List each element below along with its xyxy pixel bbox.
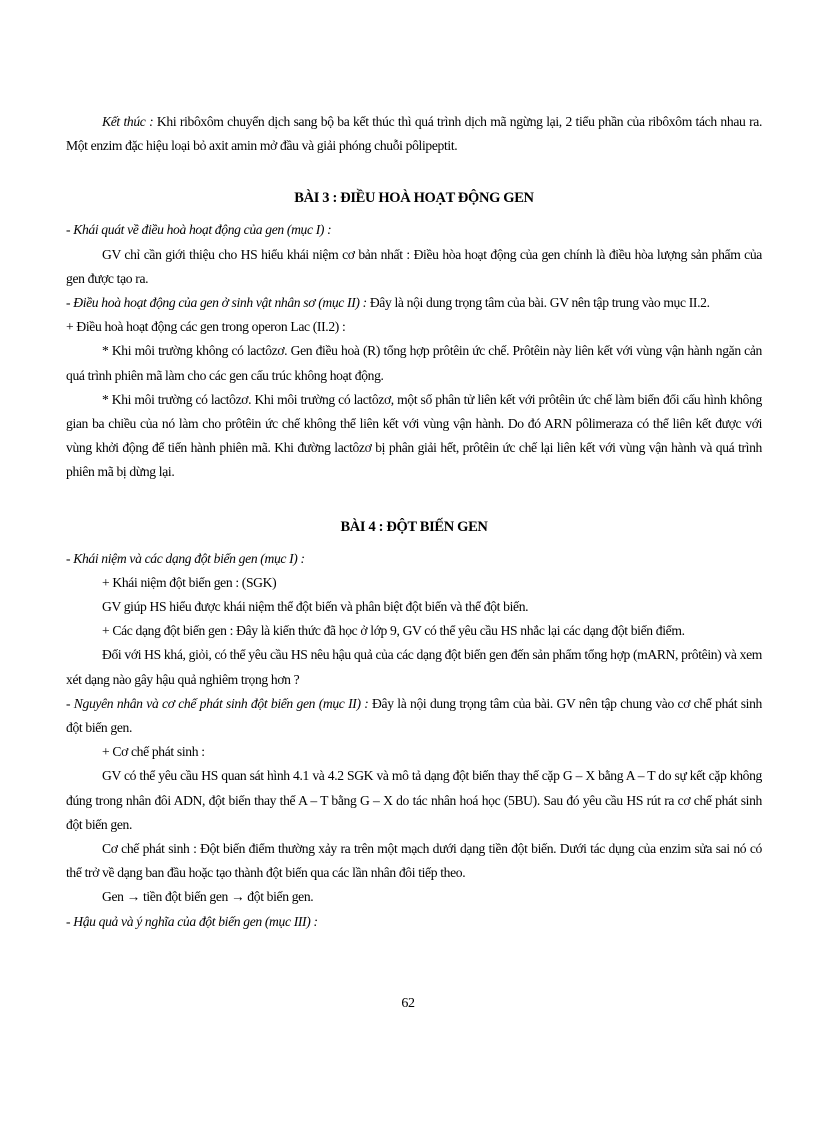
lesson4-paragraph-6: GV có thể yêu cầu HS quan sát hình 4.1 và 4.2 SGK và mô tả dạng đột biến thay thế cặp G – X bằng A – T do sự kết cặp không đúng trong nhân đôi ADN, đột biến thay thế A – T bằng G – X do tác nhân hoá học (5BU). Sau đó yêu cầu HS rút ra cơ chế phát sinh đột biến gen.: [66, 768, 762, 832]
lesson4-heading-3: - Hậu quả và ý nghĩa của đột biến gen (mục III) :: [66, 913, 318, 929]
lesson3-heading-2: - Điều hoà hoạt động của gen ở sinh vật nhân sơ (mục II) :: [66, 295, 367, 311]
lesson3-paragraph-2: + Điều hoà hoạt động các gen trong operon Lac (II.2) :: [66, 319, 346, 335]
lesson4-title: BÀI 4 : ĐỘT BIẾN GEN: [340, 518, 488, 535]
lesson3-paragraph-1: GV chỉ cần giới thiệu cho HS hiểu khái niệm cơ bản nhất : Điều hòa hoạt động của gen chính là điều hòa lượng sản phẩm của gen được tạo ra.: [66, 246, 762, 286]
intro-paragraph: [66, 110, 762, 158]
page-number: 62: [401, 996, 415, 1011]
intro-label: Kết thúc :: [102, 114, 154, 129]
lesson4-heading-2-line: [66, 692, 762, 740]
lesson4-paragraph-2: GV giúp HS hiểu được khái niệm thể đột biến và phân biệt đột biến và thể đột biến.: [102, 599, 529, 615]
lesson3-heading-2-text: Đây là nội dung trọng tâm của bài. GV nên tập trung vào mục II.2.: [366, 295, 710, 311]
lesson4-paragraph-4: Đối với HS khá, giỏi, có thể yêu cầu HS nêu hậu quả của các dạng đột biến gen đến sản phẩm tổng hợp (mARN, prôtêin) và xem xét dạng nào gây hậu quả nghiêm trọng hơn ?: [66, 647, 762, 687]
lesson4-heading-2: - Nguyên nhân và cơ chế phát sinh đột biến gen (mục II) :: [66, 695, 369, 711]
intro-text: Khi ribôxôm chuyển dịch sang bộ ba kết thúc thì quá trình dịch mã ngừng lại, 2 tiểu phần của ribôxôm tách nhau ra. Một enzim đặc hiệu loại bỏ axit amin mở đầu và giải phóng chuỗi pôlipeptit.: [66, 114, 763, 154]
lesson3-heading-2-line: [66, 291, 762, 315]
lesson4-paragraph-5: + Cơ chế phát sinh :: [102, 744, 205, 760]
lesson3-paragraph-4: * Khi môi trường có lactôzơ. Khi môi trường có lactôzơ, một số phân tử liên kết với prôtêin ức chế làm biến đổi cấu hình không gian ba chiều của nó làm cho prôtêin ức chế không thể liên kết với vùng vận hành. Do đó ARN pôlimeraza có thể liên kết được với vùng khởi động để tiến hành phiên mã. Khi đường lactôzơ bị phân giải hết, prôtêin ức chế lại liên kết với vùng vận hành và quá trình phiên mã bị dừng lại.: [66, 391, 762, 480]
lesson4-paragraph-7: Cơ chế phát sinh : Đột biến điểm thường xảy ra trên một mạch dưới dạng tiền đột biến. Dưới tác dụng của enzim sửa sai nó có thể trở về dạng ban đầu hoặc tạo thành đột biến qua các lần nhân đôi tiếp theo.: [66, 841, 762, 881]
lesson3-paragraph-3: * Khi môi trường không có lactôzơ. Gen điều hoà (R) tổng hợp prôtêin ức chế. Prôtêin này liên kết với vùng vận hành ngăn cản quá trình phiên mã làm cho các gen cấu trúc không hoạt động.: [66, 343, 762, 383]
lesson4-paragraph-1: + Khái niệm đột biến gen : (SGK): [102, 574, 277, 590]
lesson4-paragraph-3: + Các dạng đột biến gen : Đây là kiến thức đã học ở lớp 9, GV có thể yêu cầu HS nhắc lại các dạng đột biến điểm.: [102, 623, 685, 639]
document-body: [66, 110, 762, 934]
lesson3-heading-1: - Khái quát về điều hoà hoạt động của gen (mục I) :: [66, 222, 332, 238]
lesson4-heading-1: - Khái niệm và các dạng đột biến gen (mục I) :: [66, 550, 305, 566]
lesson4-paragraph-8: Gen → tiền đột biến gen → đột biến gen.: [102, 889, 314, 905]
lesson4-heading-2-text: Đây là nội dung trọng tâm của bài. GV nên tập chung vào cơ chế phát sinh đột biến gen.: [66, 695, 763, 736]
lesson3-title: BÀI 3 : ĐIỀU HOÀ HOẠT ĐỘNG GEN: [294, 190, 534, 207]
